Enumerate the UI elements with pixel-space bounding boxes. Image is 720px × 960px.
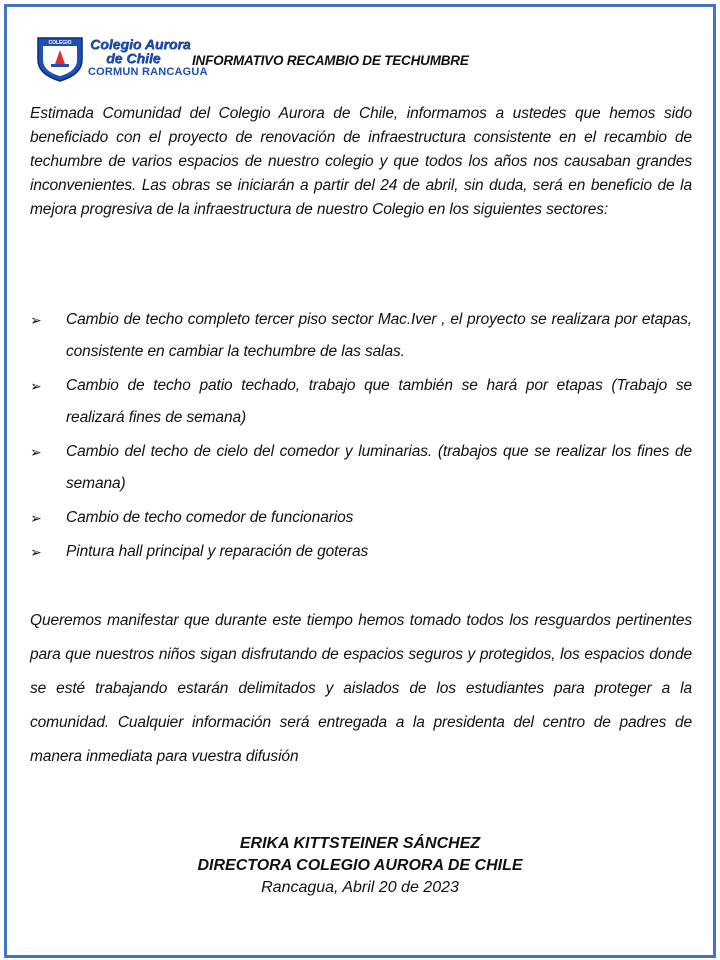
document-title: INFORMATIVO RECAMBIO DE TECHUMBRE — [192, 53, 469, 68]
list-item — [30, 304, 692, 368]
bullet-arrow-icon: ➢ — [30, 510, 42, 526]
bullet-arrow-icon: ➢ — [30, 378, 42, 394]
logo-name-line2: de Chile — [106, 50, 161, 66]
logo-name-line1: Colegio Aurora — [90, 36, 191, 52]
signatory-name: ERIKA KITTSTEINER SÁNCHEZ — [239, 835, 481, 852]
school-crest-icon — [34, 34, 86, 82]
intro-paragraph: Estimada Comunidad del Colegio Aurora de Chile, informamos a ustedes que hemos sido beneficiado con el proyecto de renovación de infraestructura consistente en el recambio de techumbre de varios espacios de nuestro colegio y que todos los años nos causaban grandes inconvenientes. Las obras se iniciarán a partir del 24 de abril, sin duda, será en beneficio de la mejora progresiva de la infraestructura de nuestro Colegio en los siguientes sectores: — [30, 105, 692, 218]
list-item — [30, 436, 692, 500]
list-item-text: Cambio de techo completo tercer piso sector Mac.Iver , el proyecto se realizara por etapas, consistente en cambiar la techumbre de las salas. — [66, 311, 692, 360]
school-logo — [34, 30, 208, 86]
list-item — [30, 536, 692, 568]
signature-date: Rancagua, Abril 20 de 2023 — [261, 879, 459, 896]
signatory-role: DIRECTORA COLEGIO AURORA DE CHILE — [197, 857, 523, 874]
logo-shield-text: COLEGIO — [48, 40, 72, 46]
list-item — [30, 502, 692, 534]
list-item — [30, 370, 692, 434]
bullet-arrow-icon: ➢ — [30, 544, 42, 560]
list-item-text: Cambio de techo comedor de funcionarios — [66, 509, 354, 526]
bullet-arrow-icon: ➢ — [30, 444, 42, 460]
bullet-arrow-icon: ➢ — [30, 312, 42, 328]
sector-list — [30, 304, 692, 570]
signature-block — [0, 833, 720, 899]
list-item-text: Cambio del techo de cielo del comedor y luminarias. (trabajos que se realizar los fines de semana) — [66, 443, 692, 492]
closing-paragraph: Queremos manifestar que durante este tiempo hemos tomado todos los resguardos pertinentes para que nuestros niños sigan disfrutando de espacios seguros y protegidos, los espacios donde se esté trabajando estarán delimitados y aislados de los estudiantes para proteger a la comunidad. Cualquier información será entregada a la presidenta del centro de padres de manera inmediata para vuestra difusión — [30, 612, 692, 765]
list-item-text: Cambio de techo patio techado, trabajo que también se hará por etapas (Trabajo se realizará fines de semana) — [66, 377, 692, 426]
header — [34, 30, 674, 90]
list-item-text: Pintura hall principal y reparación de goteras — [66, 543, 369, 560]
logo-cormun: CORMUN RANCAGUA — [88, 66, 208, 78]
